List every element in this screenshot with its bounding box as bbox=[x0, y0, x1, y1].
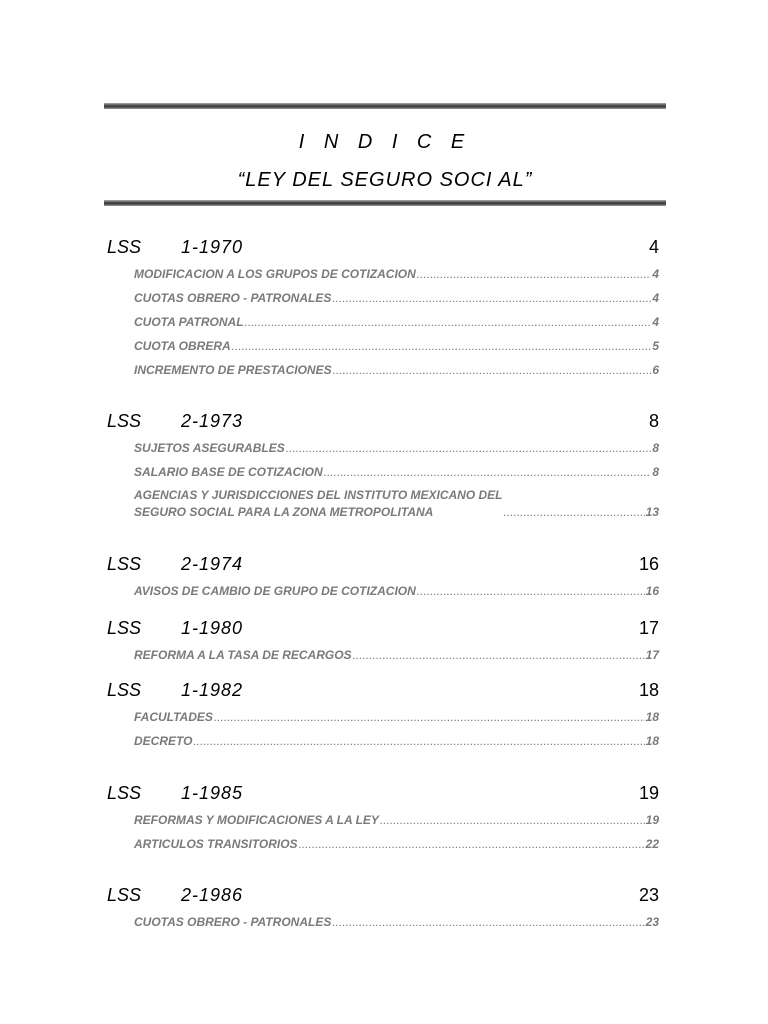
entry-text: AGENCIAS Y JURISDICCIONES DEL INSTITUTO MEXICANO DEL SEGURO SOCIAL PARA LA ZONA METROPOLITANA bbox=[134, 488, 503, 519]
section-page: 8 bbox=[648, 411, 659, 431]
section-heading[interactable] bbox=[107, 783, 659, 805]
entry-page: 6 bbox=[652, 363, 659, 377]
section-heading[interactable] bbox=[107, 618, 659, 640]
toc-entry[interactable] bbox=[134, 313, 659, 331]
entry-text: REFORMAS Y MODIFICACIONES A LA LEY bbox=[134, 813, 379, 827]
toc-section-lss-2-1973 bbox=[107, 411, 659, 521]
leader-dots bbox=[286, 439, 652, 457]
leader-dots bbox=[417, 582, 645, 600]
section-code: LSS bbox=[107, 618, 142, 638]
toc-entry[interactable] bbox=[134, 487, 659, 521]
section-page: 17 bbox=[638, 618, 659, 638]
entry-text: REFORMA A LA TASA DE RECARGOS bbox=[134, 648, 352, 662]
toc-entry[interactable] bbox=[134, 708, 659, 726]
entry-page: 4 bbox=[652, 291, 659, 305]
leader-dots bbox=[380, 811, 645, 829]
entry-text: CUOTA OBRERA bbox=[134, 339, 231, 353]
leader-dots bbox=[417, 265, 652, 283]
leader-dots bbox=[214, 708, 645, 726]
toc-entry[interactable] bbox=[134, 439, 659, 457]
toc-entry[interactable] bbox=[134, 913, 659, 931]
entry-page: 5 bbox=[652, 339, 659, 353]
bottom-rule bbox=[104, 200, 666, 206]
toc-section-lss-1-1980 bbox=[107, 618, 659, 664]
entry-text: ARTICULOS TRANSITORIOS bbox=[134, 837, 298, 851]
section-code: LSS bbox=[107, 411, 142, 431]
entry-page: 22 bbox=[645, 837, 659, 851]
toc-entry[interactable] bbox=[134, 337, 659, 355]
section-heading[interactable] bbox=[107, 885, 659, 907]
entry-text: SUJETOS ASEGURABLES bbox=[134, 441, 285, 455]
section-code: LSS bbox=[107, 680, 142, 700]
toc-section-lss-2-1974 bbox=[107, 554, 659, 600]
section-number: 1-1982 bbox=[181, 680, 244, 700]
entry-page: 23 bbox=[645, 915, 659, 929]
toc-entry[interactable] bbox=[134, 265, 659, 283]
entry-text: CUOTAS OBRERO - PATRONALES bbox=[134, 291, 332, 305]
entry-text: AVISOS DE CAMBIO DE GRUPO DE COTIZACION bbox=[134, 584, 416, 598]
leader-dots bbox=[193, 732, 644, 750]
leader-dots bbox=[324, 463, 652, 481]
toc-entry[interactable] bbox=[134, 835, 659, 853]
entry-page: 4 bbox=[652, 315, 659, 329]
section-page: 23 bbox=[638, 885, 659, 905]
entry-page: 17 bbox=[645, 648, 659, 662]
toc-entry[interactable] bbox=[134, 582, 659, 600]
leader-dots bbox=[299, 835, 645, 853]
entry-page: 13 bbox=[645, 505, 659, 519]
section-heading[interactable] bbox=[107, 237, 659, 259]
entry-page: 8 bbox=[652, 465, 659, 479]
leader-dots bbox=[504, 503, 645, 521]
leader-dots bbox=[232, 337, 652, 355]
section-code: LSS bbox=[107, 885, 142, 905]
toc-entry[interactable] bbox=[134, 811, 659, 829]
toc-section-lss-1-1982 bbox=[107, 680, 659, 750]
entry-text: FACULTADES bbox=[134, 710, 213, 724]
toc-entry[interactable] bbox=[134, 289, 659, 307]
section-page: 18 bbox=[638, 680, 659, 700]
section-number: 2-1973 bbox=[181, 411, 244, 431]
toc-section-lss-1-1985 bbox=[107, 783, 659, 853]
entry-text: SALARIO BASE DE COTIZACION bbox=[134, 465, 323, 479]
section-number: 2-1986 bbox=[181, 885, 244, 905]
toc-entry[interactable] bbox=[134, 646, 659, 664]
section-heading[interactable] bbox=[107, 554, 659, 576]
leader-dots bbox=[332, 289, 651, 307]
toc-section-lss-2-1986 bbox=[107, 885, 659, 931]
leader-dots bbox=[332, 913, 644, 931]
section-page: 4 bbox=[648, 237, 659, 257]
toc-entry[interactable] bbox=[134, 732, 659, 750]
section-heading[interactable] bbox=[107, 680, 659, 702]
section-heading[interactable] bbox=[107, 411, 659, 433]
toc-entry[interactable] bbox=[134, 463, 659, 481]
entry-text: INCREMENTO DE PRESTACIONES bbox=[134, 363, 332, 377]
index-title: I N D I C E bbox=[298, 131, 472, 153]
toc-entry[interactable] bbox=[134, 361, 659, 379]
entry-page: 18 bbox=[645, 710, 659, 724]
entry-text: MODIFICACION A LOS GRUPOS DE COTIZACION bbox=[134, 267, 416, 281]
entry-text: DECRETO bbox=[134, 734, 193, 748]
leader-dots bbox=[353, 646, 645, 664]
section-number: 1-1985 bbox=[181, 783, 244, 803]
entry-page: 8 bbox=[652, 441, 659, 455]
entry-page: 16 bbox=[645, 584, 659, 598]
section-code: LSS bbox=[107, 783, 142, 803]
section-page: 16 bbox=[638, 554, 659, 574]
toc-section-lss-1-1970 bbox=[107, 237, 659, 379]
entry-page: 18 bbox=[645, 734, 659, 748]
section-number: 1-1970 bbox=[181, 237, 244, 257]
section-code: LSS bbox=[107, 237, 142, 257]
entry-page: 19 bbox=[645, 813, 659, 827]
section-code: LSS bbox=[107, 554, 142, 574]
leader-dots bbox=[333, 361, 652, 379]
leader-dots bbox=[245, 313, 652, 331]
entry-text: CUOTAS OBRERO - PATRONALES bbox=[134, 915, 332, 929]
entry-text: CUOTA PATRONAL bbox=[134, 315, 244, 329]
top-rule bbox=[104, 103, 666, 109]
section-page: 19 bbox=[638, 783, 659, 803]
entry-page: 4 bbox=[652, 267, 659, 281]
law-subtitle: “LEY DEL SEGURO SOCI AL” bbox=[237, 169, 533, 191]
section-number: 2-1974 bbox=[181, 554, 244, 574]
section-number: 1-1980 bbox=[181, 618, 244, 638]
